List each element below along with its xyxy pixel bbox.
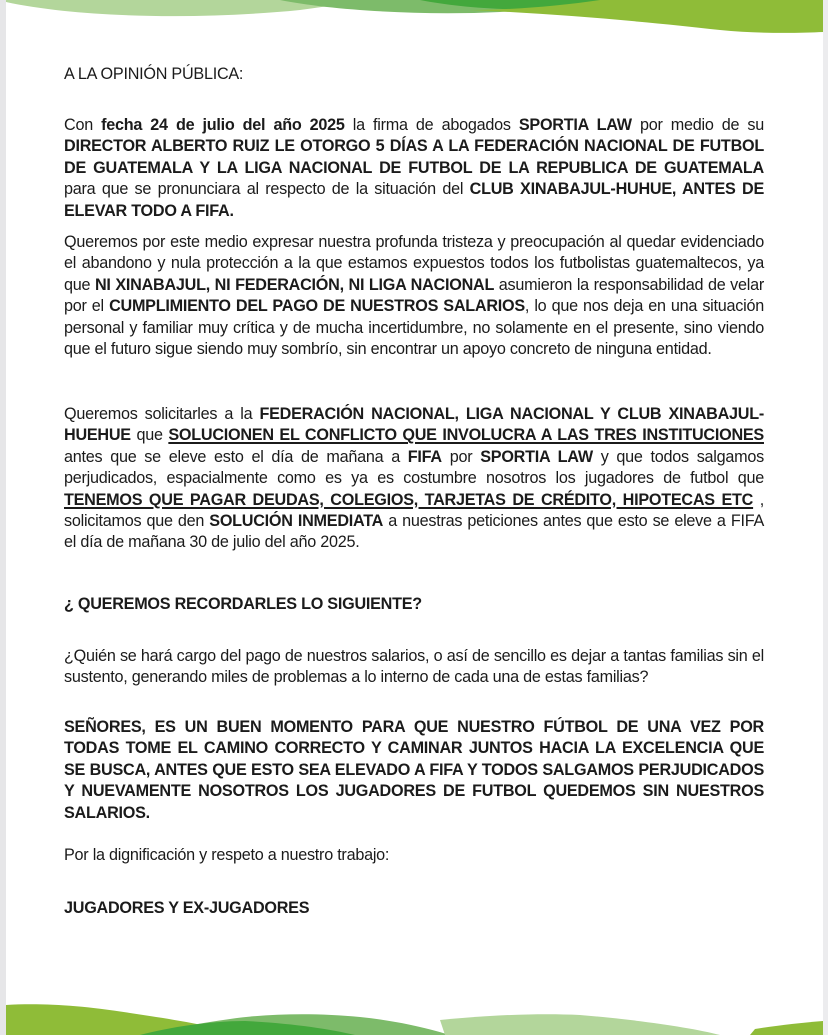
text-segment: para que se pronunciara al respecto de la situación del [64, 180, 470, 199]
immediate-solution-bold: SOLUCIÓN INMEDIATA [209, 512, 384, 531]
text-segment: asumieron la responsabilidad de velar por el [64, 275, 764, 316]
text-segment: que [130, 426, 169, 445]
resolve-conflict-underlined: SOLUCIONEN EL CONFLICTO QUE INVOLUCRA A LAS TRES INSTITUCIONES [168, 426, 764, 445]
text-segment: por medio de su [631, 116, 764, 134]
addressees-bold: FEDERACIÓN NACIONAL, LIGA NACIONAL Y CLUB XINABAJUL-HUEHUE [64, 405, 764, 445]
text-segment: la firma de abogados [344, 116, 519, 134]
paragraph-question: ¿Quién se hará cargo del pago de nuestros salarios, o así de sencillo es dejar a tantas familias sin el sustento, generando miles de problemas a lo interno de cada una de estas familias? [64, 647, 764, 687]
text-segment: y que todos salgamos perjudicados, espacialmente como es ya es costumbre nosotros los jugadores de futbol que [64, 447, 764, 488]
paragraph-request [64, 404, 764, 554]
fifa-bold: FIFA [407, 447, 442, 466]
text-segment: Queremos solicitarles a la [64, 405, 260, 423]
text-segment: Queremos por este medio expresar nuestra profunda tristeza y preocupación al quedar evidenciado el abandono y nula protección a la que estamos expuestos todos los futbolistas guatemaltecos, ya que [64, 233, 764, 294]
text-segment: Con [64, 116, 102, 134]
page-right-edge [823, 0, 828, 1035]
closing-line: Por la dignificación y respeto a nuestro trabajo: [64, 846, 390, 864]
text-segment: por [441, 447, 481, 466]
question-heading-text: ¿ QUEREMOS RECORDARLES LO SIGUIENTE? [64, 595, 422, 613]
salary-payment-bold: CUMPLIMIENTO DEL PAGO DE NUESTROS SALARIOS [109, 297, 525, 316]
director-deadline-bold: DIRECTOR ALBERTO RUIZ LE OTORGO 5 DÍAS A LA FEDERACIÓN NACIONAL DE FUTBOL DE GUATEMALA Y LA LIGA NACIONAL DE FUTBOL DE LA REPUBLICA DE GUATEMALA [64, 137, 764, 177]
paragraph-appeal: SEÑORES, ES UN BUEN MOMENTO PARA QUE NUESTRO FÚTBOL DE UNA VEZ POR TODAS TOME EL CAMINO CORRECTO Y CAMINAR JUNTOS HACIA LA EXCELENCIA QUE SE BUSCA, ANTES QUE ESTO SEA ELEVADO A FIFA Y TODOS SALGAMOS PERJUDICADOS Y NUEVAMENTE NOSOTROS LOS JUGADORES DE FUTBOL QUEDEMOS SIN NUESTROS SALARIOS. [64, 718, 764, 822]
club-name-bold: CLUB XINABAJUL-HUHUE, ANTES DE ELEVAR TODO A FIFA. [64, 180, 765, 220]
signature: JUGADORES Y EX-JUGADORES [64, 899, 310, 917]
text-segment: antes que se eleve esto el día de mañana a [64, 447, 408, 466]
letter-heading: A LA OPINIÓN PÚBLICA: [64, 65, 244, 83]
institutions-bold: NI XINABAJUL, NI FEDERACIÓN, NI LIGA NACIONAL [94, 275, 495, 294]
paragraph-deadline [64, 115, 764, 222]
law-firm-name: SPORTIA LAW [518, 116, 632, 134]
bottom-wave-decoration [0, 999, 828, 1035]
text-segment: , lo que nos deja en una situación personal y familiar muy crítica y de mucha incertidumbre, no solamente en el presente, sino viendo que el futuro sigue siendo muy sombrío, sin encontrar un apoyo concreto de ninguna entidad. [64, 297, 764, 359]
page-left-edge [0, 0, 6, 1035]
top-wave-decoration [0, 0, 828, 40]
text-segment: , solicitamos que den [64, 490, 764, 531]
question-heading [64, 594, 422, 615]
law-firm-name: SPORTIA LAW [480, 447, 593, 466]
text-segment: a nuestras peticiones antes que esto se eleve a FIFA el día de mañana 30 de julio del año 2025. [64, 512, 764, 552]
date-bold: fecha 24 de julio del año 2025 [101, 116, 345, 134]
debts-underlined: TENEMOS QUE PAGAR DEUDAS, COLEGIOS, TARJETAS DE CRÉDITO, HIPOTECAS ETC [64, 490, 754, 509]
paragraph-concern [64, 232, 764, 360]
